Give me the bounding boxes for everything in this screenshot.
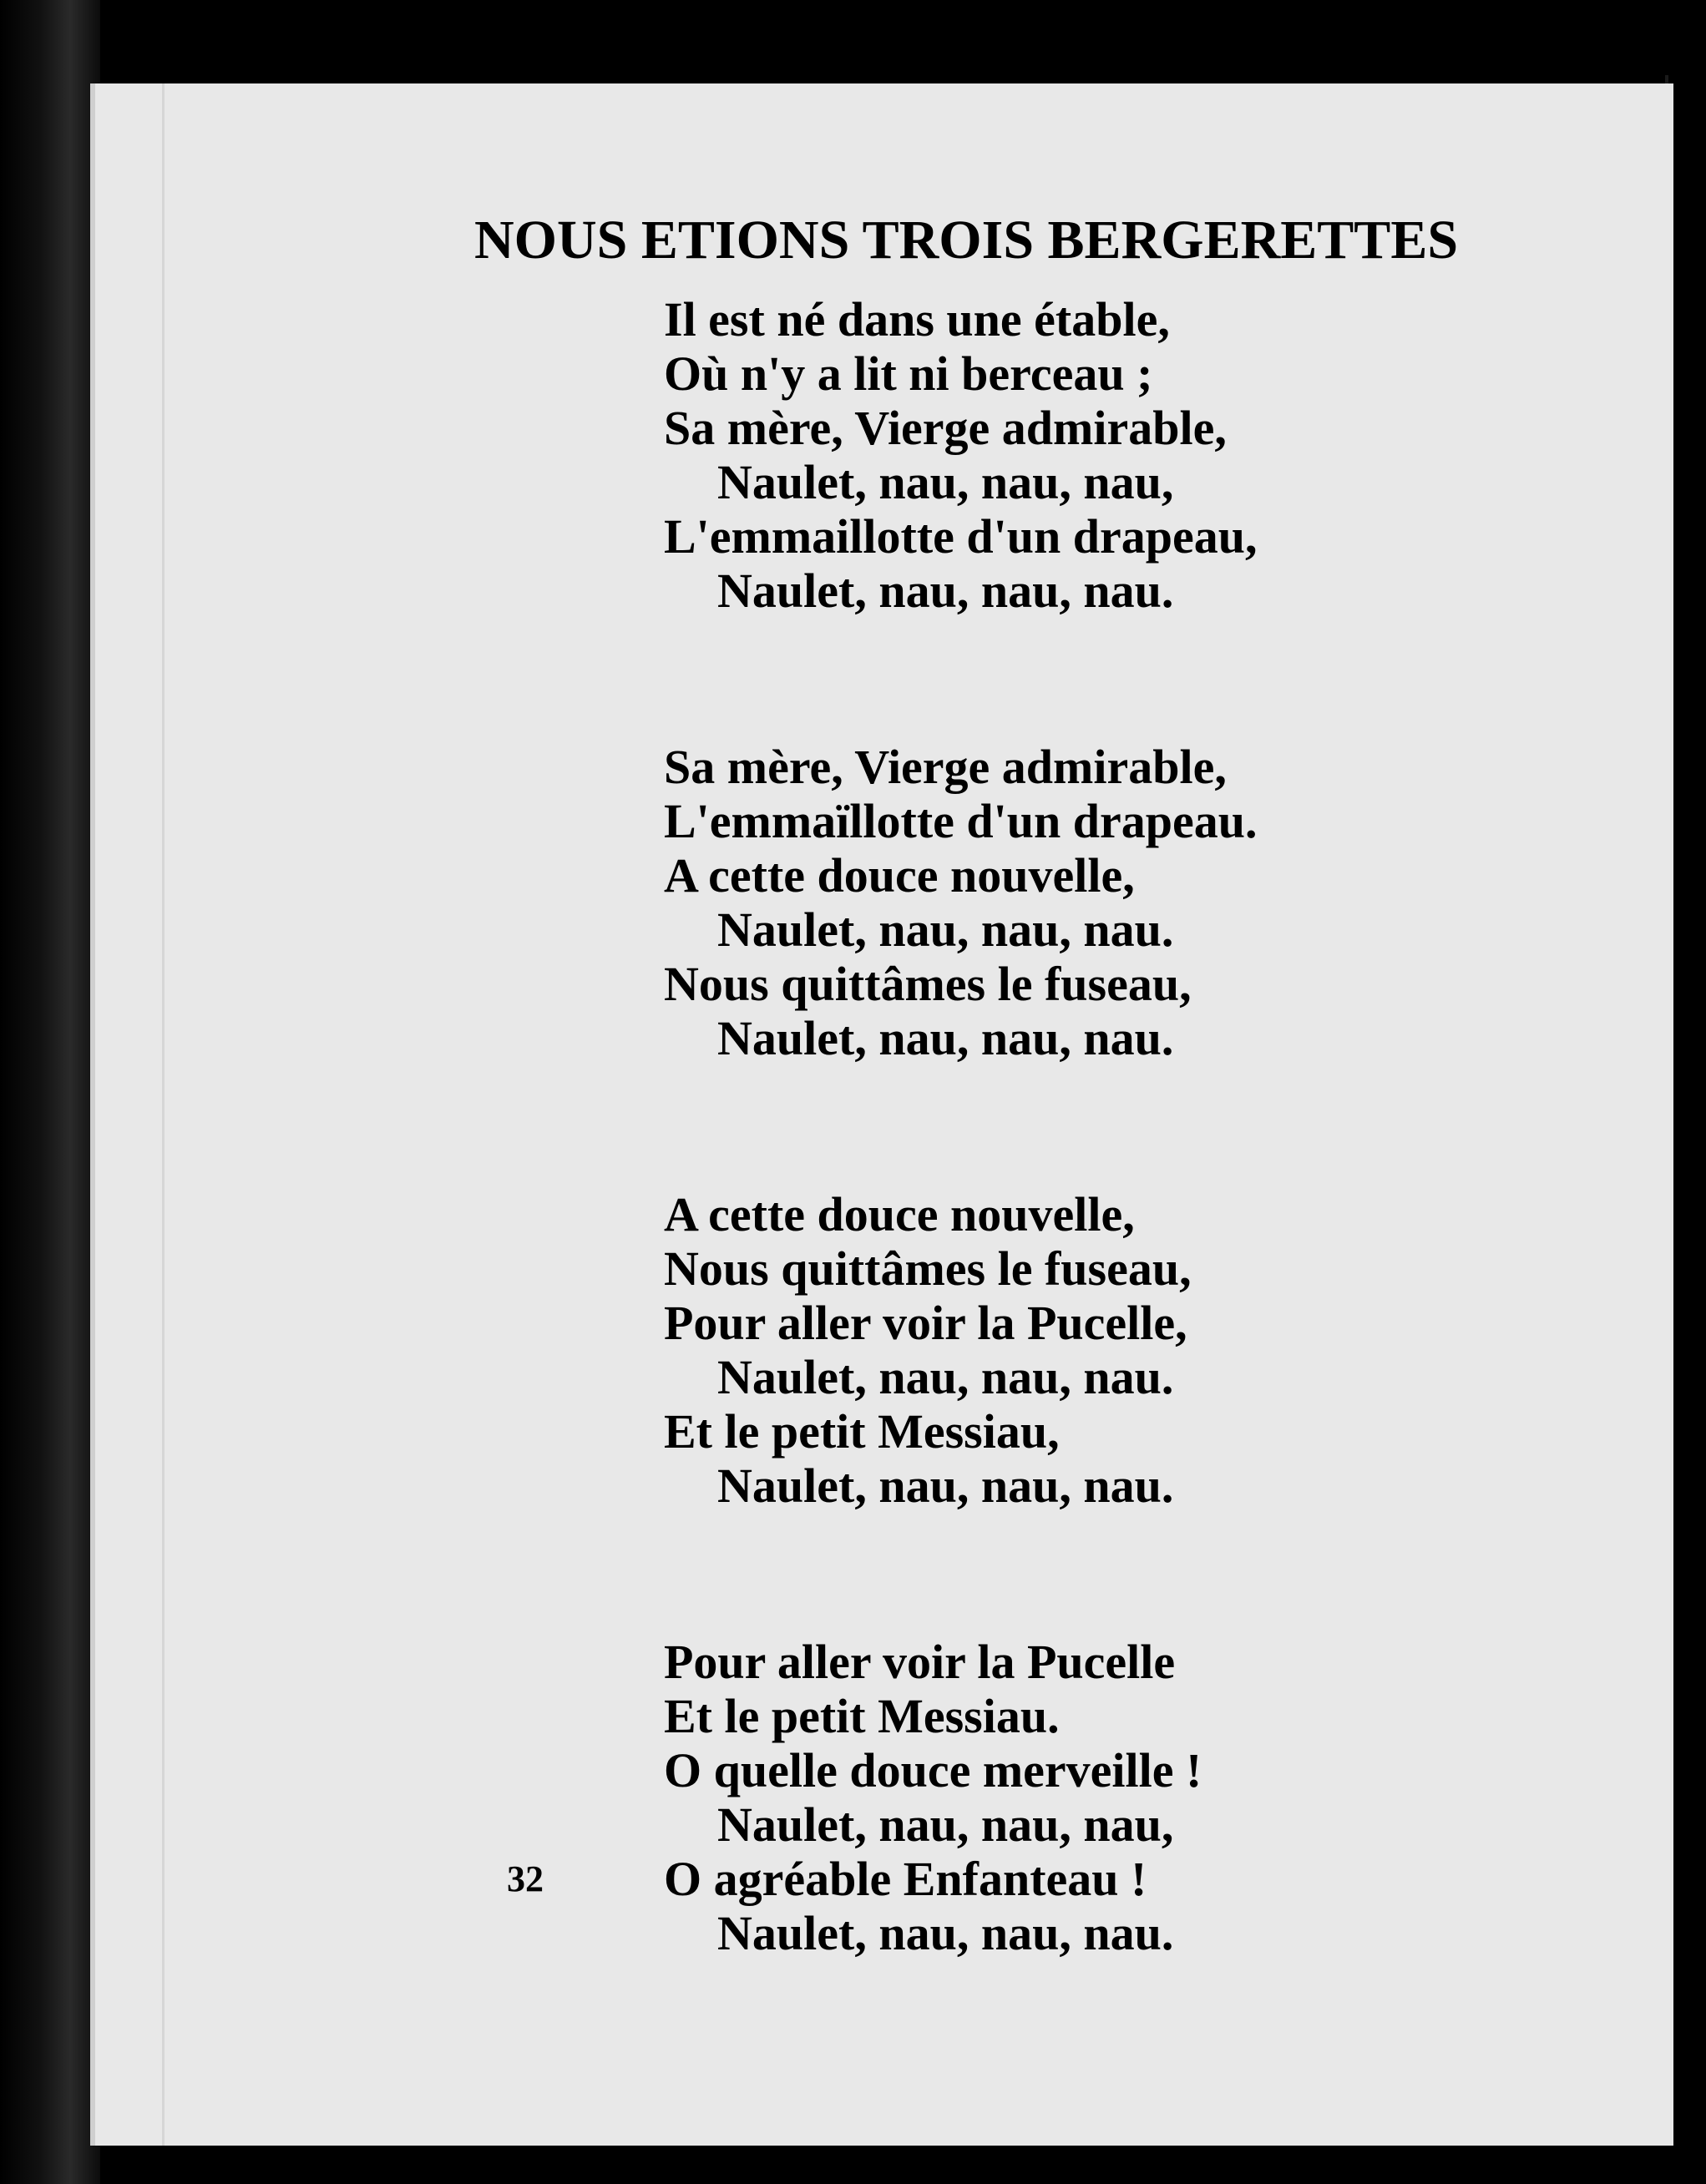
verse-line: O agréable Enfanteau ! [664,1852,1147,1906]
page-fold-line [162,83,165,2146]
refrain-line: Naulet, nau, nau, nau. [717,1459,1174,1513]
verse-line: A cette douce nouvelle, [664,848,1135,902]
refrain-line: Naulet, nau, nau, nau, [717,1797,1174,1852]
right-dark-margin [1668,0,1706,2184]
verse-line: O quelle douce merveille ! [664,1743,1202,1797]
refrain-line: Naulet, nau, nau, nau. [717,1350,1174,1404]
stanza [664,292,1499,618]
refrain-line: Naulet, nau, nau, nau, [717,455,1174,509]
verse-line: Pour aller voir la Pucelle [664,1635,1176,1689]
stanza [664,1187,1499,1513]
verse-line: Sa mère, Vierge admirable, [664,740,1227,794]
verse-line: L'emmaïllotte d'un drapeau. [664,794,1258,848]
refrain-line: Naulet, nau, nau, nau. [717,1906,1174,1960]
verse-line: Où n'y a lit ni berceau ; [664,346,1153,401]
refrain-line: Naulet, nau, nau, nau. [717,902,1174,957]
verse-line: Et le petit Messiau. [664,1689,1060,1743]
poem-body [664,292,1499,2082]
page-title: NOUS ETIONS TROIS BERGERETTES [474,210,1459,270]
verse-line: Pour aller voir la Pucelle, [664,1296,1187,1350]
verse-line: Il est né dans une étable, [664,292,1170,346]
verse-line: Nous quittâmes le fuseau, [664,1241,1192,1296]
page-number: 32 [507,1858,544,1899]
verse-line: Nous quittâmes le fuseau, [664,957,1192,1011]
verse-line: A cette douce nouvelle, [664,1187,1135,1241]
verse-line: Sa mère, Vierge admirable, [664,401,1227,455]
book-binding-edge [0,0,100,2184]
refrain-line: Naulet, nau, nau, nau. [717,1011,1174,1065]
refrain-line: Naulet, nau, nau, nau. [717,564,1174,618]
stanza [664,1635,1499,1960]
stanza [664,740,1499,1065]
verse-line: L'emmaillotte d'un drapeau, [664,509,1258,564]
verse-line: Et le petit Messiau, [664,1404,1060,1459]
